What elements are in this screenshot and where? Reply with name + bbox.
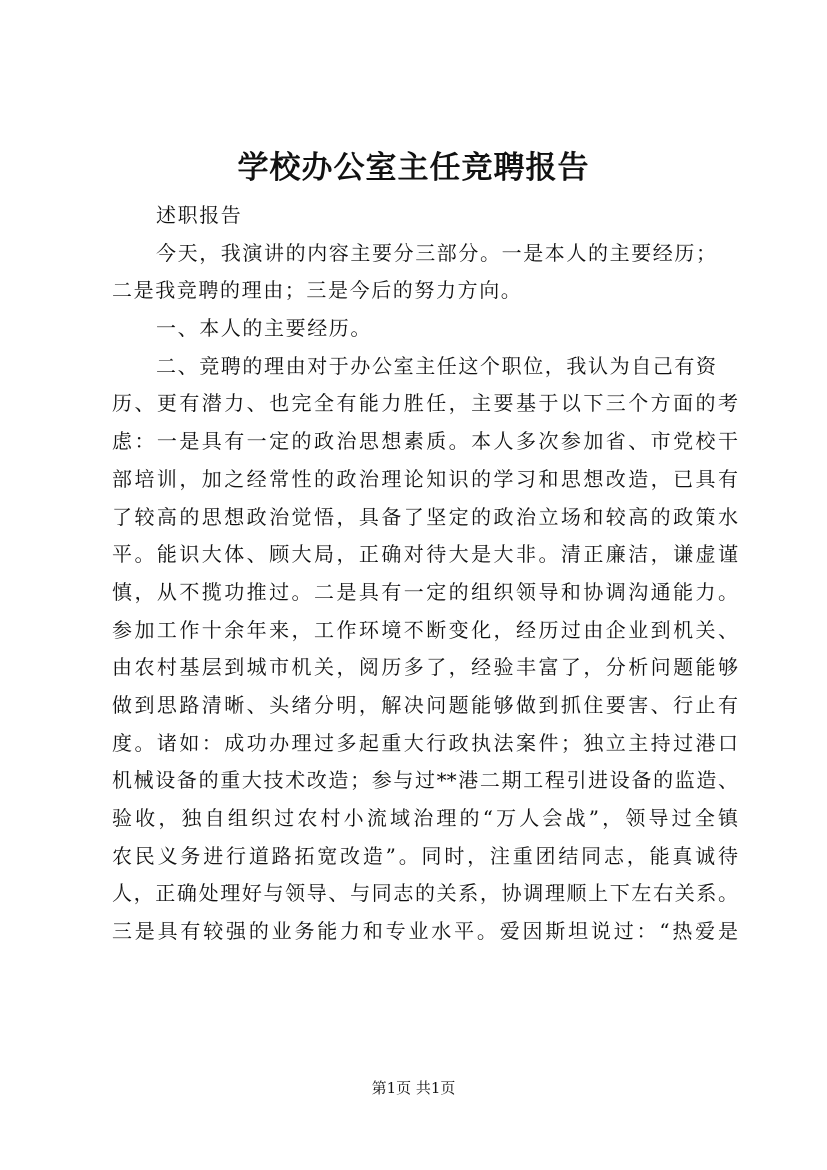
body-line-6: 历、更有潜力、也完全有能力胜任，主要基于以下三个方面的考 [112, 391, 738, 416]
document-title: 学校办公室主任竞聘报告 [237, 150, 590, 186]
document-body [112, 197, 738, 951]
body-line-10: 平。能识大体、顾大局，正确对待大是大非。清正廉洁，谦虚谨 [112, 542, 738, 567]
body-line-4: 一、本人的主要经历。 [156, 316, 372, 341]
body-line-15: 度。诸如：成功办理过多起重大行政执法案件；独立主持过港口 [112, 730, 738, 755]
body-line-12: 参加工作十余年来，工作环境不断变化，经历过由企业到机关、 [112, 617, 738, 642]
body-line-19: 人，正确处理好与领导、与同志的关系，协调理顺上下左右关系。 [112, 881, 738, 906]
body-line-16: 机械设备的重大技术改造；参与过**港二期工程引进设备的监造、 [112, 768, 738, 793]
body-line-11: 慎，从不揽功推过。二是具有一定的组织领导和协调沟通能力。 [112, 579, 738, 604]
body-line-2: 今天，我演讲的内容主要分三部分。一是本人的主要经历； [156, 240, 718, 265]
body-line-9: 了较高的思想政治觉悟，具备了坚定的政治立场和较高的政策水 [112, 504, 738, 529]
body-line-13: 由农村基层到城市机关，阅历多了，经验丰富了，分析问题能够 [112, 655, 738, 680]
body-line-17: 验收，独自组织过农村小流域治理的“万人会战”，领导过全镇 [112, 806, 738, 830]
body-line-18: 农民义务进行道路拓宽改造”。同时，注重团结同志，能真诚待 [112, 843, 738, 868]
body-line-7: 虑：一是具有一定的政治思想素质。本人多次参加省、市党校干 [112, 429, 738, 454]
body-line-5: 二、竞聘的理由对于办公室主任这个职位，我认为自己有资 [156, 353, 718, 378]
body-line-3: 二是我竞聘的理由；三是今后的努力方向。 [112, 278, 523, 303]
body-line-20: 三是具有较强的业务能力和专业水平。爱因斯坦说过：“热爱是 [112, 919, 738, 944]
body-line-14: 做到思路清晰、头绪分明，解决问题能够做到抓住要害、行止有 [112, 692, 738, 717]
page-number: 第1页 共1页 [371, 1079, 456, 1097]
body-line-1: 述职报告 [156, 203, 243, 227]
body-line-8: 部培训，加之经常性的政治理论知识的学习和思想改造，已具有 [112, 466, 738, 491]
